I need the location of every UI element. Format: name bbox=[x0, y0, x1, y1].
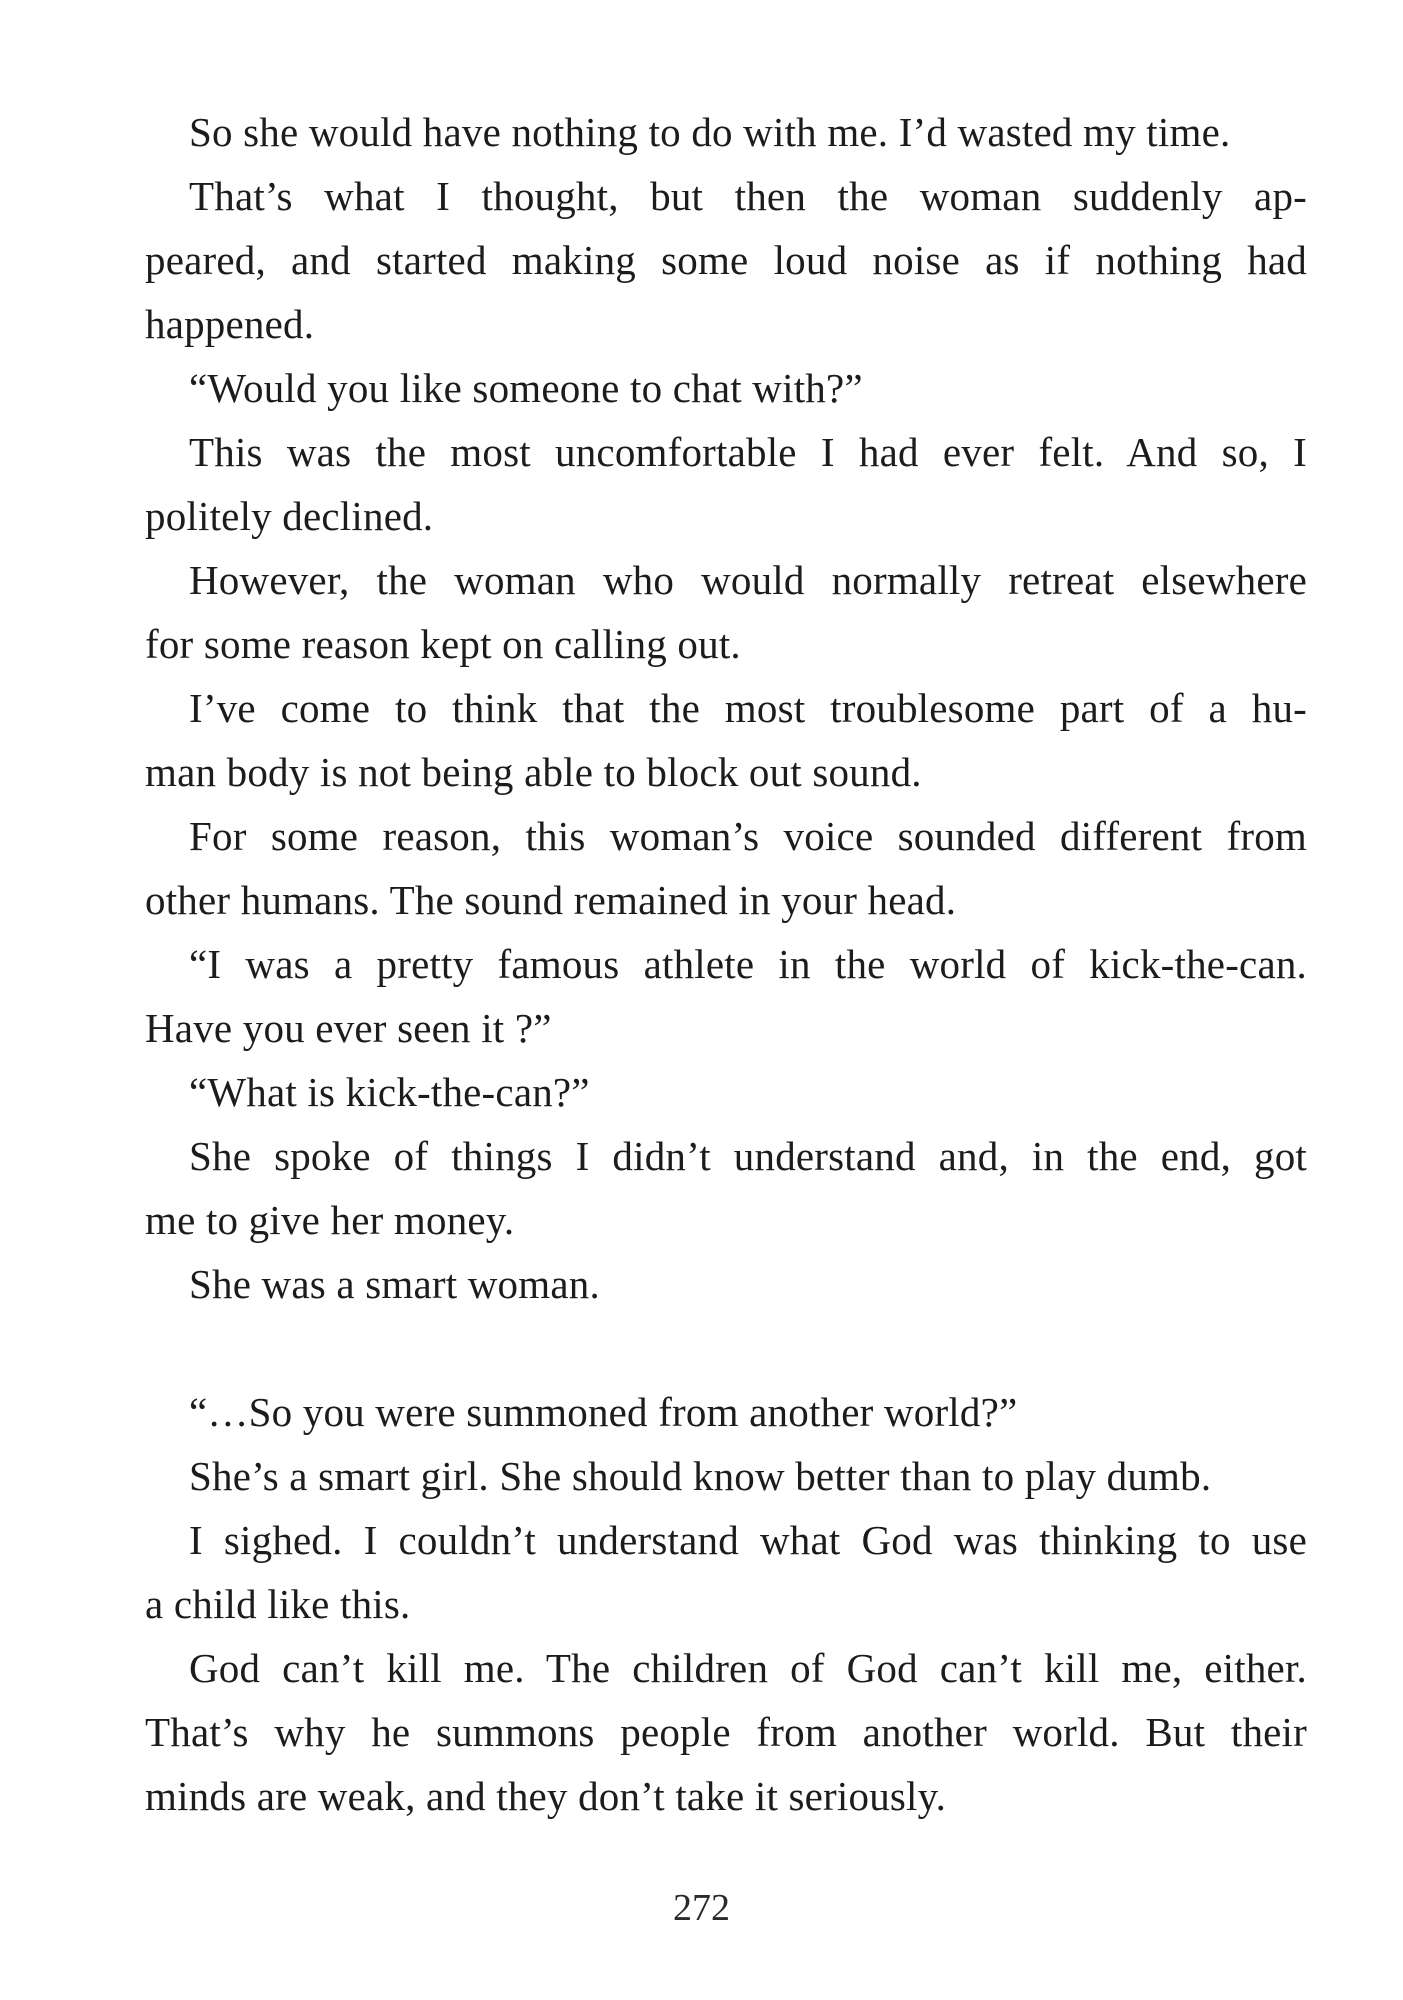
text-line: For some reason, this woman’s voice sounded different from bbox=[189, 813, 1307, 859]
text-line: Have you ever seen it ?” bbox=[145, 1005, 552, 1051]
text-line: peared, and started making some loud noise as if nothing had bbox=[145, 237, 1307, 283]
text-line: for some reason kept on calling out. bbox=[145, 621, 741, 667]
text-line: She spoke of things I didn’t understand and, in the end, got bbox=[189, 1133, 1307, 1179]
text-line: “What is kick-the-can?” bbox=[189, 1069, 590, 1115]
text-line: a child like this. bbox=[145, 1581, 411, 1627]
text-line: politely declined. bbox=[145, 493, 434, 539]
text-line: minds are weak, and they don’t take it seriously. bbox=[145, 1773, 947, 1819]
text-line: God can’t kill me. The children of God can’t kill me, either. bbox=[189, 1645, 1307, 1691]
text-line: However, the woman who would normally retreat elsewhere bbox=[189, 557, 1307, 603]
text-block bbox=[145, 100, 1307, 1828]
text-line: me to give her money. bbox=[145, 1197, 515, 1243]
text-line: I sighed. I couldn’t understand what God was thinking to use bbox=[189, 1517, 1307, 1563]
text-line: other humans. The sound remained in your head. bbox=[145, 877, 957, 923]
text-line: man body is not being able to block out sound. bbox=[145, 749, 922, 795]
text-line: She was a smart woman. bbox=[189, 1261, 600, 1307]
blank-line bbox=[145, 1316, 1307, 1380]
text-line: “I was a pretty famous athlete in the world of kick-the-can. bbox=[189, 941, 1307, 987]
text-line: She’s a smart girl. She should know better than to play dumb. bbox=[189, 1453, 1212, 1499]
text-line: That’s what I thought, but then the woman suddenly ap- bbox=[189, 173, 1307, 219]
text-line: I’ve come to think that the most troublesome part of a hu- bbox=[189, 685, 1307, 731]
text-line: This was the most uncomfortable I had ever felt. And so, I bbox=[189, 429, 1307, 475]
text-line: So she would have nothing to do with me. I’d wasted my time. bbox=[189, 109, 1231, 155]
text-line: “Would you like someone to chat with?” bbox=[189, 365, 863, 411]
page-number: 272 bbox=[673, 1887, 730, 1929]
text-line: “…So you were summoned from another world?” bbox=[189, 1389, 1018, 1435]
text-line: happened. bbox=[145, 301, 315, 347]
text-line: That’s why he summons people from another world. But their bbox=[145, 1709, 1307, 1755]
